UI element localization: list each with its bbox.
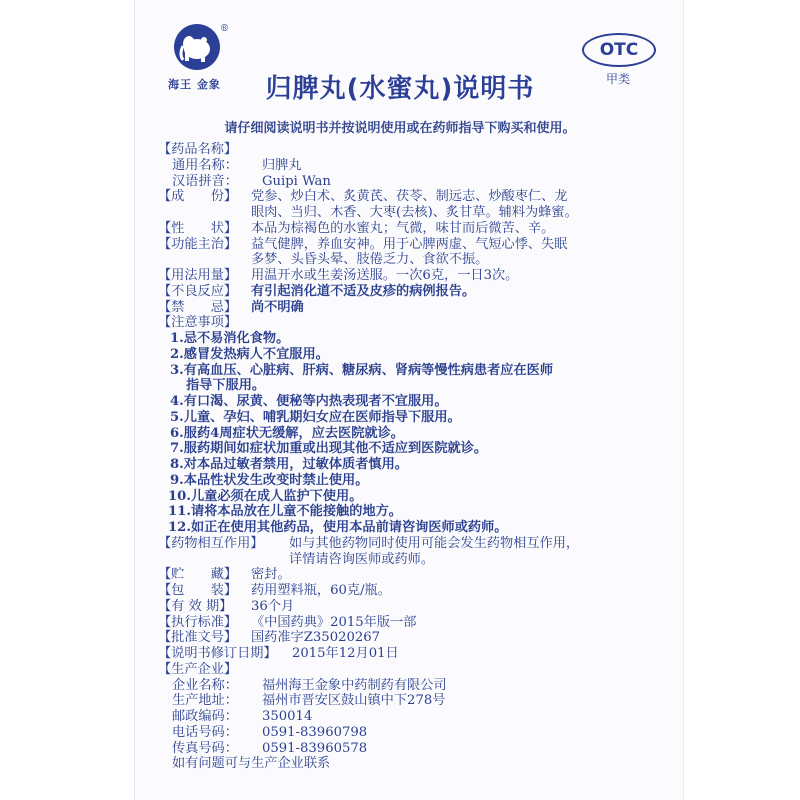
precaution-item: 9.本品性状发生改变时禁止使用。 [170,472,369,488]
storage-label: 【贮 藏】 [158,567,238,583]
standard-label: 【执行标准】 [158,614,238,630]
storage-row [158,567,668,583]
precautions-label: 【注意事项】 [158,315,238,331]
page-title: 归脾丸(水蜜丸)说明书 [265,74,535,104]
elephant-icon [174,24,220,70]
precaution-item: 10.儿童必须在成人监护下使用。 [168,488,363,504]
company-name-label: 企业名称： [172,677,238,693]
fax-label: 传真号码： [172,740,238,756]
subtitle: 请仔细阅读说明书并按说明使用或在药师指导下购买和使用。 [224,121,576,136]
standard-value: 《中国药典》2015年版一部 [251,614,417,630]
properties-value: 本品为棕褐色的水蜜丸；气微，味甘而后微苦、辛。 [251,220,555,236]
fax-row [158,741,668,757]
approval-row [158,630,668,646]
registered-mark: ® [220,24,229,34]
usage-row [158,268,668,284]
validity-label: 【有 效 期】 [158,598,233,614]
manufacturer-label: 【生产企业】 [158,661,238,677]
postcode-row [158,709,668,725]
revision-label: 【说明书修订日期】 [158,646,277,661]
ingredients-label: 【成 份】 [158,189,238,205]
interactions-row [158,536,668,552]
precaution-item: 12.如正在使用其他药品，使用本品前请咨询医师或药师。 [168,520,508,535]
precaution-item: 6.服药4周症状无缓解，应去医院就诊。 [170,425,404,441]
precaution-item-continuation: 指导下服用。 [186,378,266,394]
standard-row [158,615,668,631]
approval-label: 【批准文号】 [158,630,238,646]
precaution-item: 2.感冒发热病人不宜服用。 [170,346,329,362]
package-label: 【包 装】 [158,583,238,598]
address-label: 生产地址： [172,693,238,709]
pinyin-label: 汉语拼音： [172,173,238,189]
indications-line1: 益气健脾，养血安神。用于心脾两虚、气短心悸、失眠 [251,236,568,252]
precaution-item: 3.有高血压、心脏病、肝病、糖尿病、肾病等慢性病患者应在医师 [170,362,554,378]
adverse-label: 【不良反应】 [158,283,238,299]
contact-note: 如有问题可与生产企业联系 [172,756,331,772]
interactions-line2: 详情请咨询医师或药师。 [289,551,435,567]
contraindications-label: 【禁 忌】 [158,299,238,315]
company-name-row [158,678,668,694]
generic-name-row [158,158,668,174]
address-row [158,693,668,709]
approval-value: 国药准字Z35020267 [251,630,381,646]
properties-row [158,221,668,237]
adverse-row [158,284,668,300]
generic-name-label: 通用名称： [172,157,238,173]
usage-label: 【用法用量】 [158,268,238,283]
precaution-item: 11.请将本品放在儿童不能接触的地方。 [168,504,402,520]
indications-label: 【功能主治】 [158,236,238,252]
company-name-value: 福州海王金象中药制药有限公司 [262,677,447,693]
storage-value: 密封。 [251,567,291,583]
properties-label: 【性 状】 [158,220,238,236]
address-value: 福州市晋安区鼓山镇中下278号 [262,693,446,709]
interactions-line1: 如与其他药物同时使用可能会发生药物相互作用， [289,535,580,551]
package-row [158,583,668,599]
phone-value: 0591-83960798 [262,724,368,740]
precaution-item: 7.服药期间如症状加重或出现其他不适应到医院就诊。 [170,441,488,457]
otc-class-label: 甲类 [606,72,631,86]
generic-name-value: 归脾丸 [262,157,302,173]
validity-row [158,599,668,615]
pinyin-row [158,174,668,190]
postcode-label: 邮政编码： [172,709,238,724]
section-drug-name: 【药品名称】 [158,142,238,157]
contraindications-value: 尚不明确 [251,299,304,315]
precaution-item: 1.忌不易消化食物。 [170,331,290,346]
pinyin-value: Guipi Wan [262,173,331,189]
otc-badge: OTC [582,33,656,67]
validity-value: 36个月 [251,598,295,614]
adverse-value: 有引起消化道不适及皮疹的病例报告。 [251,283,476,299]
ingredients-row [158,189,668,205]
ingredients-line1: 党参、炒白术、炙黄芪、茯苓、制远志、炒酸枣仁、龙 [251,189,568,205]
phone-row [158,725,668,741]
leaflet-content [158,142,668,772]
revision-row [158,646,668,662]
indications-row [158,237,668,253]
interactions-label: 【药物相互作用】 [158,535,264,551]
usage-value: 用温开水或生姜汤送服。一次6克，一日3次。 [251,268,519,283]
package-value: 药用塑料瓶，60克/瓶。 [251,583,391,598]
postcode-value: 350014 [262,709,313,724]
fax-value: 0591-83960578 [262,740,368,756]
precaution-item: 8.对本品过敏者禁用，过敏体质者慎用。 [170,457,408,472]
ingredients-line2: 眼肉、当归、木香、大枣(去核)、炙甘草。辅料为蜂蜜。 [251,205,578,220]
revision-value: 2015年12月01日 [292,646,399,661]
phone-label: 电话号码： [172,724,238,740]
logo-text: 海王 金象 [168,78,221,91]
precaution-item: 4.有口渴、尿黄、便秘等内热表现者不宜服用。 [170,394,448,409]
contraindications-row [158,300,668,316]
indications-line2: 多梦、头昏头晕、肢倦乏力、食欲不振。 [251,252,489,268]
precaution-item: 5.儿童、孕妇、哺乳期妇女应在医师指导下服用。 [170,409,461,425]
